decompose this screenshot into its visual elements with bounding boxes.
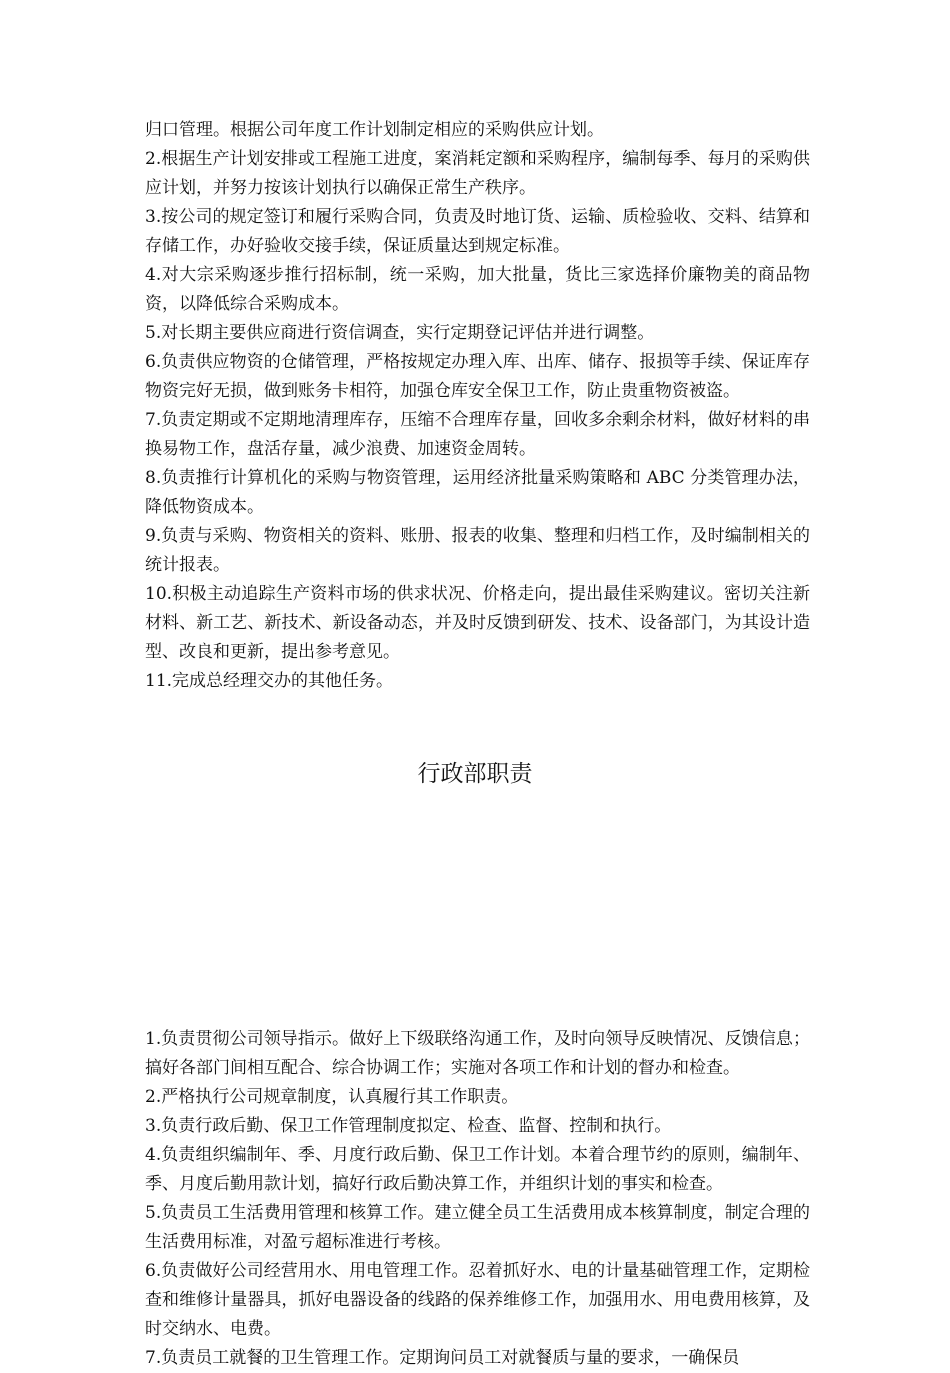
admin-duty-item: 1.负责贯彻公司领导指示。做好上下级联络沟通工作，及时向领导反映情况、反馈信息；搞好各部门间相互配合、综合协调工作；实施对各项工作和计划的督办和检查。 (145, 1029, 810, 1078)
purchasing-duty-item: 8.负责推行计算机化的采购与物资管理，运用经济批量采购策略和 ABC 分类管理办法，降低物资成本。 (145, 468, 810, 517)
purchasing-duty-item: 2.根据生产计划安排或工程施工进度，案消耗定额和采购程序，编制每季、每月的采购供应计划，并努力按该计划执行以确保正常生产秩序。 (145, 149, 810, 198)
admin-duty-item: 4.负责组织编制年、季、月度行政后勤、保卫工作计划。本着合理节约的原则，编制年、季、月度后勤用款计划，搞好行政后勤决算工作，并组织计划的事实和检查。 (145, 1145, 810, 1194)
purchasing-duty-item: 6.负责供应物资的仓储管理，严格按规定办理入库、出库、储存、报损等手续、保证库存物资完好无损，做到账务卡相符，加强仓库安全保卫工作，防止贵重物资被盗。 (145, 352, 810, 401)
purchasing-duty-item: 7.负责定期或不定期地清理库存，压缩不合理库存量，回收多余剩余材料，做好材料的串换易物工作，盘活存量，减少浪费、加速资金周转。 (145, 410, 810, 459)
admin-duty-item: 5.负责员工生活费用管理和核算工作。建立健全员工生活费用成本核算制度，制定合理的生活费用标准，对盈亏超标准进行考核。 (145, 1203, 810, 1252)
purchasing-duty-item: 3.按公司的规定签订和履行采购合同，负责及时地订货、运输、质检验收、交料、结算和存储工作，办好验收交接手续，保证质量达到规定标准。 (145, 207, 810, 256)
admin-duty-item: 2.严格执行公司规章制度，认真履行其工作职责。 (145, 1087, 519, 1107)
purchasing-duty-item: 5.对长期主要供应商进行资信调查，实行定期登记评估并进行调整。 (145, 323, 655, 343)
admin-duty-item: 3.负责行政后勤、保卫工作管理制度拟定、检查、监督、控制和执行。 (145, 1116, 672, 1136)
purchasing-duty-item: 10.积极主动追踪生产资料市场的供求状况、价格走向，提出最佳采购建议。密切关注新材料、新工艺、新技术、新设备动态，并及时反馈到研发、技术、设备部门，为其设计造型、改良和更新，提出参考意见。 (145, 584, 810, 662)
purchasing-duties-list (145, 116, 810, 696)
admin-duty-item: 7.负责员工就餐的卫生管理工作。定期询问员工对就餐质与量的要求，一确保员 (145, 1348, 740, 1368)
purchasing-duty-item: 4.对大宗采购逐步推行招标制，统一采购，加大批量，货比三家选择价廉物美的商品物资，以降低综合采购成本。 (145, 265, 810, 314)
section-title-admin-duties: 行政部职责 (417, 761, 533, 787)
purchasing-duty-item: 9.负责与采购、物资相关的资料、账册、报表的收集、整理和归档工作，及时编制相关的统计报表。 (145, 526, 810, 575)
purchasing-duty-item: 11.完成总经理交办的其他任务。 (145, 671, 394, 691)
purchasing-duty-item: 归口管理。根据公司年度工作计划制定相应的采购供应计划。 (145, 120, 604, 140)
admin-duty-item: 6.负责做好公司经营用水、用电管理工作。忍着抓好水、电的计量基础管理工作，定期检查和维修计量器具，抓好电器设备的线路的保养维修工作，加强用水、用电费用核算，及时交纳水、电费。 (145, 1261, 810, 1339)
admin-duties-list (145, 1025, 810, 1373)
